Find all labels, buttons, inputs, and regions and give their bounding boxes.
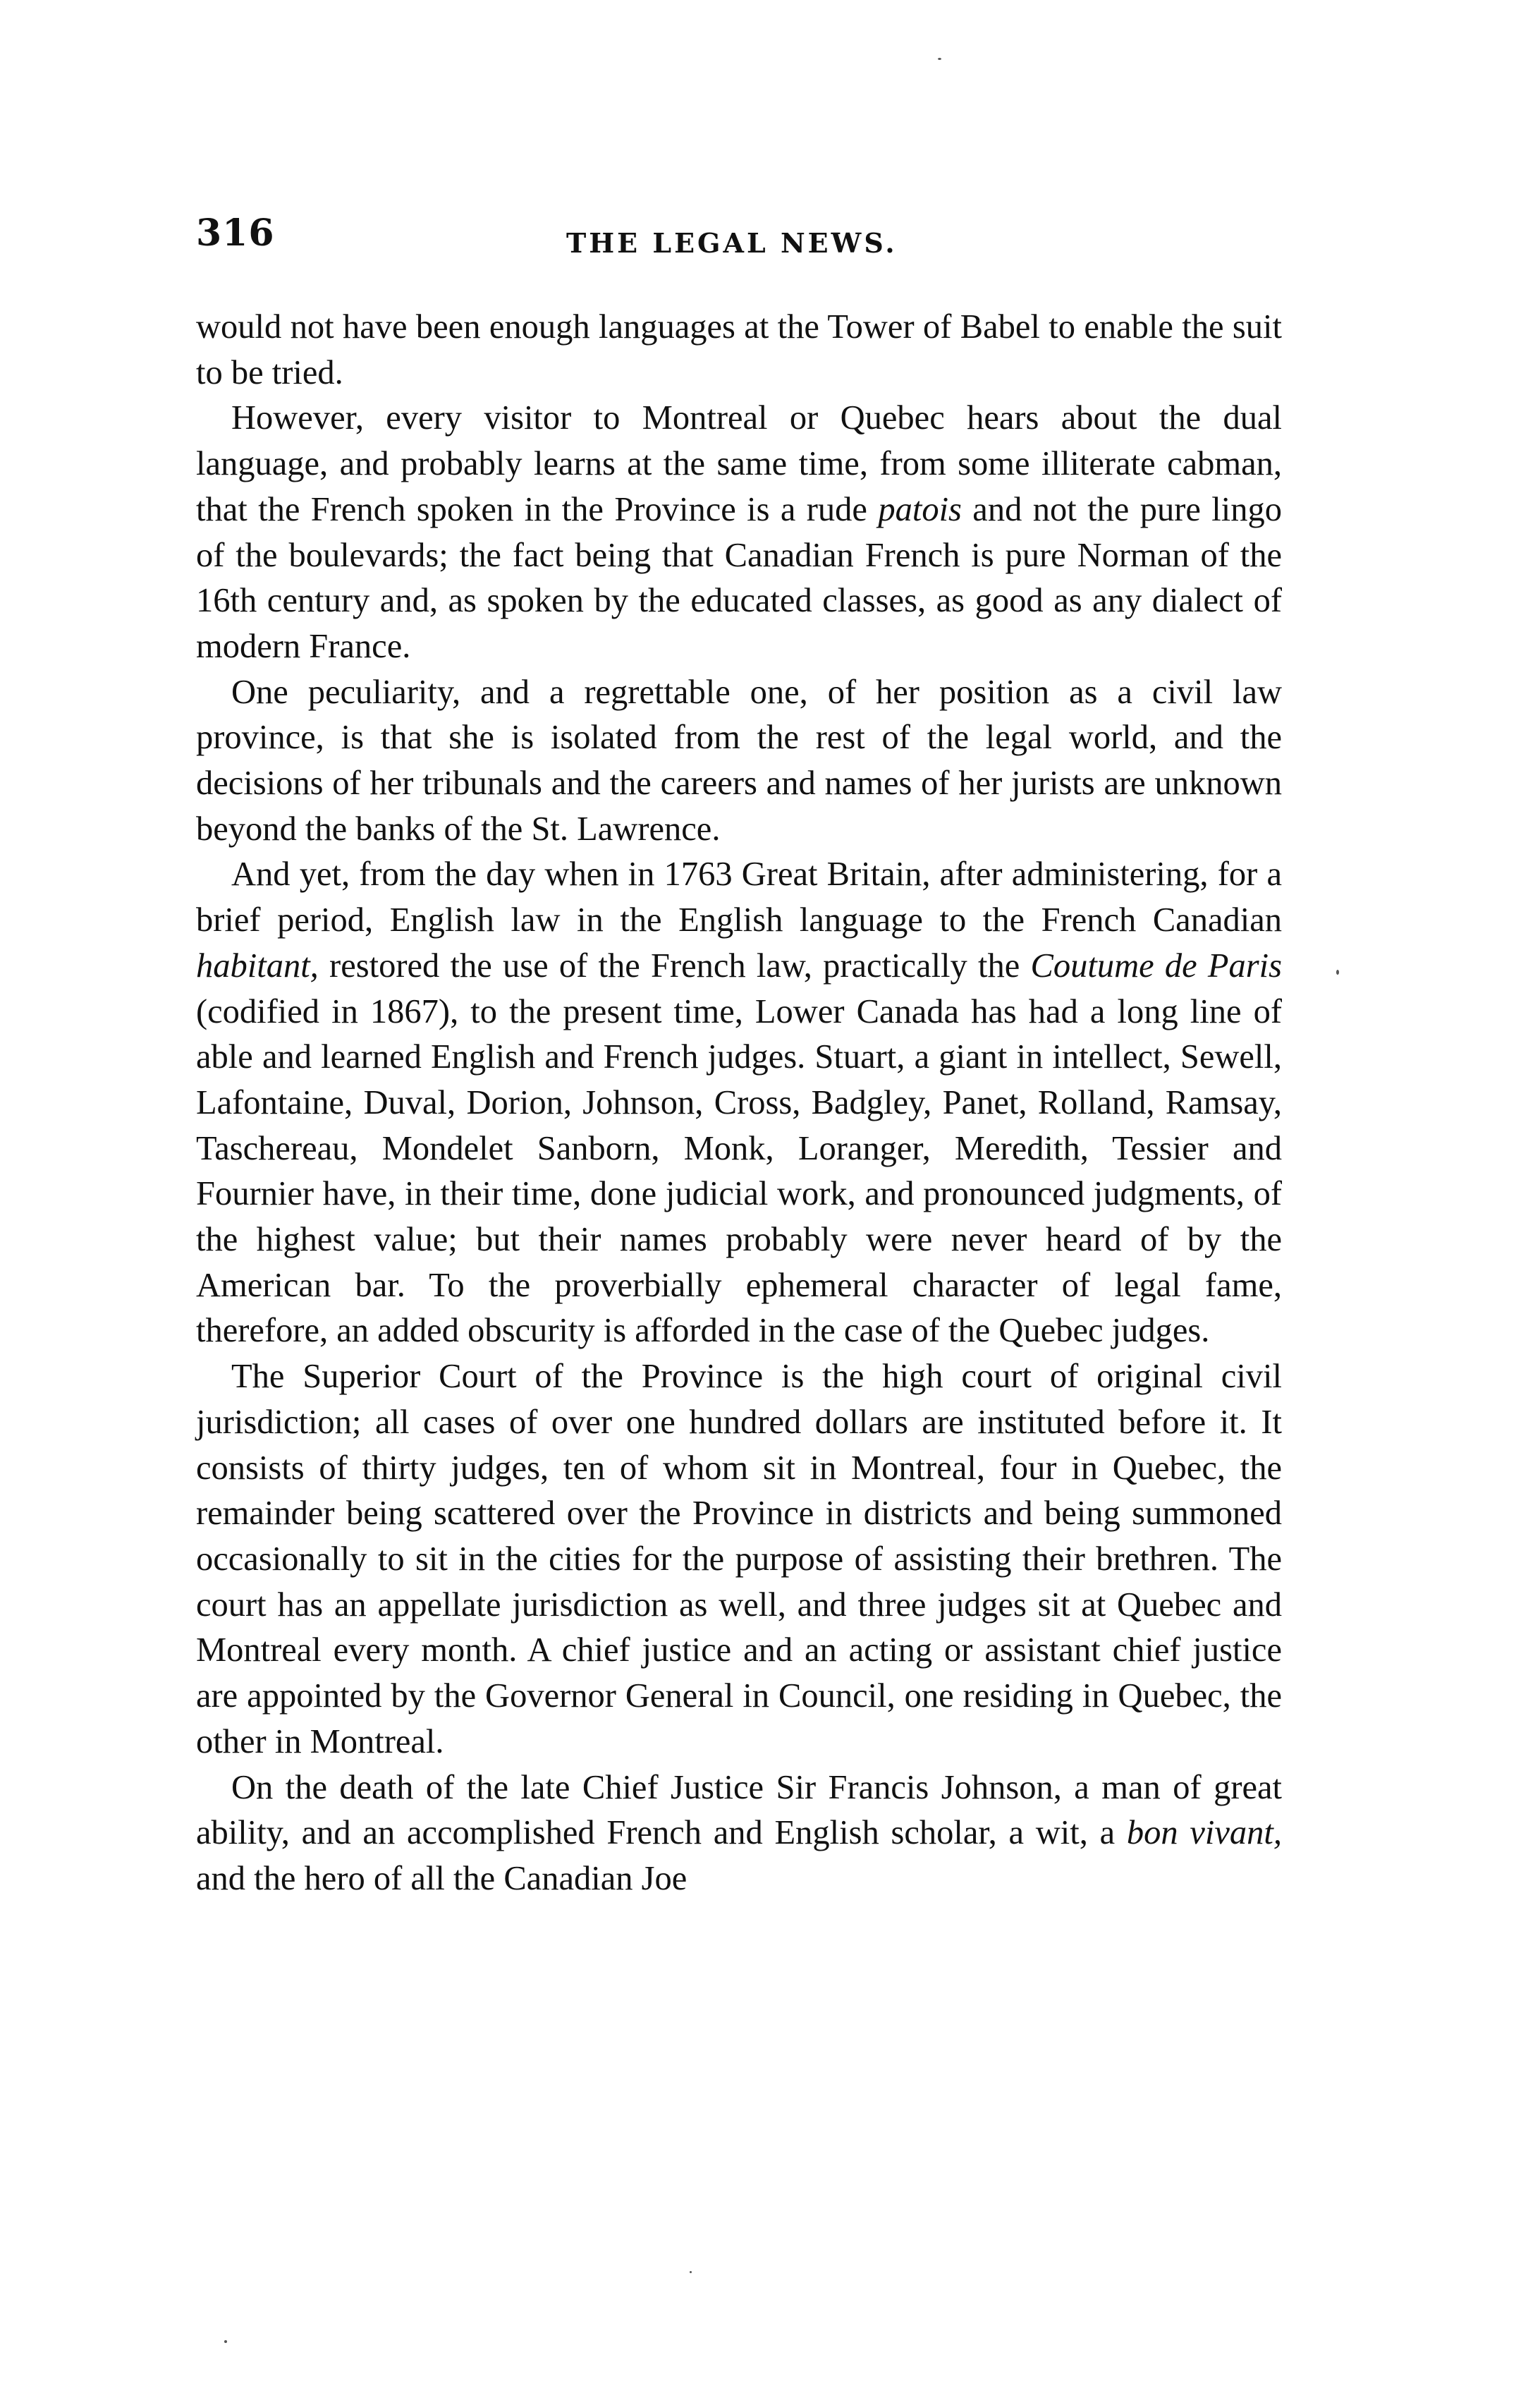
paragraph [196, 1354, 1282, 1765]
paragraph [196, 396, 1282, 669]
running-title: THE LEGAL NEWS. [566, 227, 898, 259]
scan-speck [690, 2271, 692, 2273]
italic-text: patois [878, 490, 962, 528]
text-run: One peculiarity, and a regrettable one, of her position as a civil law province, is that she is isolated from the rest of the legal world, and the decisions of her tribunals and the careers and names of her jurists are unknown beyond the banks of the St. Lawrence. [196, 673, 1282, 848]
italic-text: Coutume de Paris [1030, 947, 1282, 985]
text-run: (codified in 1867), to the present time, Lower Canada has had a long line of able and learned English and French judges. Stuart, a giant in intellect, Sewell, Lafontaine, Duval, Dorion, Johnson, Cross, Badgley, Panet, Rolland, Ramsay, Taschereau, Mondelet Sanborn, Monk, Loranger, Meredith, Tessier and Fournier have, in their time, done judicial work, and pronounced judgments, of the highest value; but their names probably were never heard of by the American bar. To the proverbially ephemeral character of legal fame, therefore, an added obscurity is afforded in the case of the Quebec judges. [196, 992, 1282, 1350]
text-run: And yet, from the day when in 1763 Great Britain, after administering, for a brief period, English law in the English language to the French Canadian [196, 856, 1282, 939]
page-header [196, 212, 1282, 268]
paragraph [196, 1765, 1282, 1902]
text-run: and the hero of all the Canadian Joe [196, 1859, 688, 1897]
paragraph [196, 852, 1282, 1354]
scan-speck [938, 58, 941, 60]
text-run: However, every visitor to Montreal or Quebec hears about the dual language, and probably learns at the same time, from some illiterate cabman, that the French spoken in the Province is a rude [196, 399, 1282, 528]
text-run: would not have been enough languages at the Tower of Babel to enable the suit to be tried. [196, 308, 1282, 391]
italic-text: bon vivant, [1126, 1814, 1282, 1852]
scan-speck [224, 2340, 227, 2343]
paragraph [196, 670, 1282, 853]
paragraph [196, 305, 1282, 396]
italic-text: habitant, [196, 947, 319, 985]
scan-speck [1336, 970, 1339, 975]
text-run: restored the use of the French law, practically the [318, 947, 1031, 985]
body-text [196, 305, 1282, 1902]
text-run: and not the pure lingo of the boulevards; the fact being that Canadian French is pure Norman of the 16th century and, as spoken by the educated classes, as good as any dialect of modern France. [196, 490, 1282, 665]
text-run: The Superior Court of the Province is the high court of original civil jurisdiction; all cases of over one hundred dollars are instituted before it. It consists of thirty judges, ten of whom sit in Montreal, four in Quebec, the remainder being scattered over the Province in districts and being summoned occasionally to sit in the cities for the purpose of assisting their brethren. The court has an appellate jurisdiction as well, and three judges sit at Quebec and Montreal every month. A chief justice and an acting or assistant chief justice are appointed by the Governor General in Council, one residing in Quebec, the other in Montreal. [196, 1358, 1282, 1760]
text-run: On the death of the late Chief Justice Sir Francis Johnson, a man of great ability, and an accomplished French and English scholar, a wit, a [196, 1768, 1282, 1852]
page-number: 316 [196, 212, 275, 255]
